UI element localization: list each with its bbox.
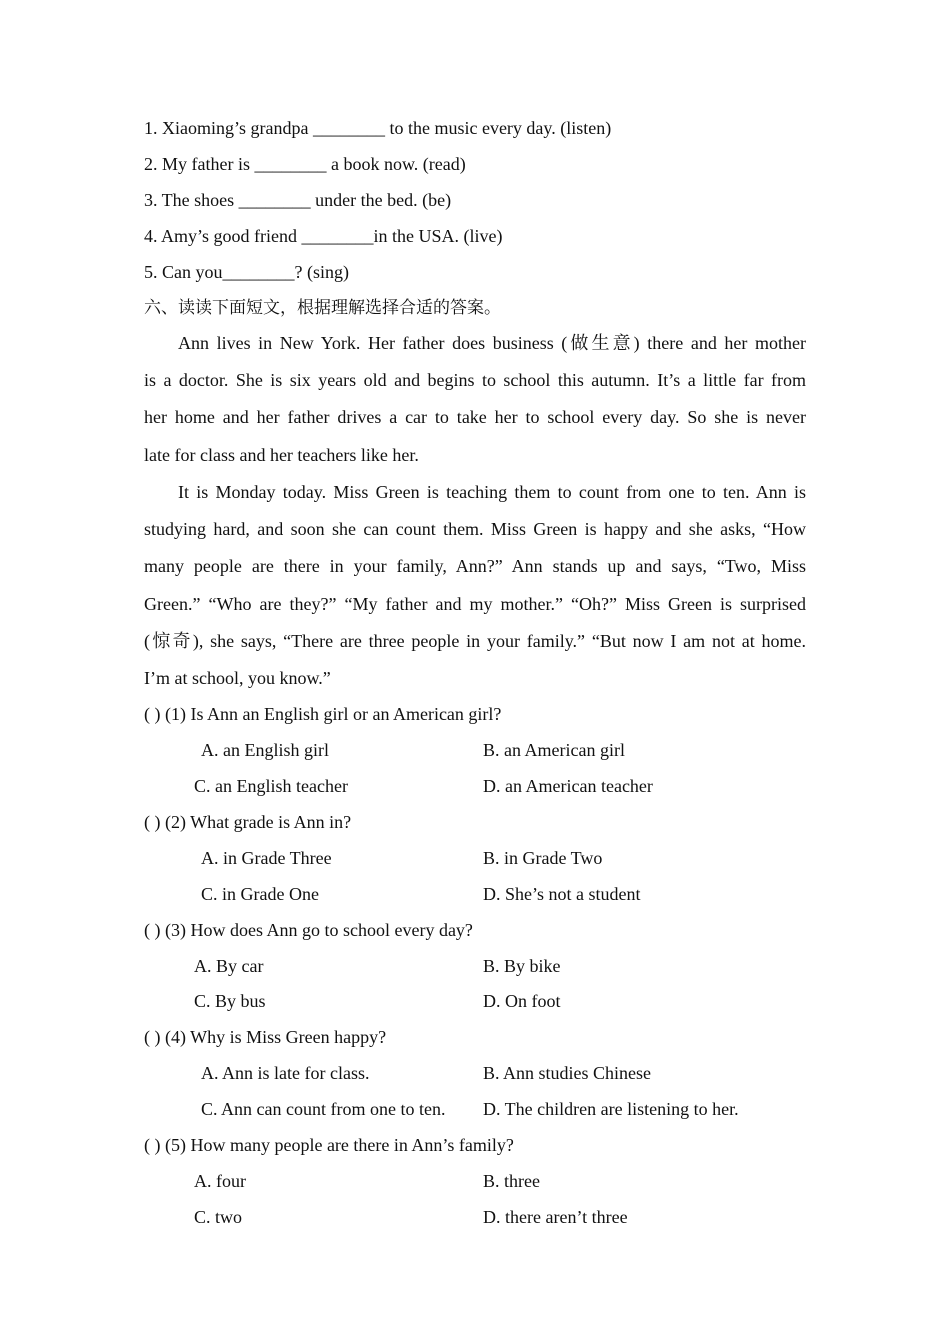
q2-option-b: B. in Grade Two [483,848,603,868]
q2-option-d: D. She’s not a student [483,884,641,904]
fill-in-item-5: 5. Can you________? (sing) [144,262,349,282]
q3-option-c: C. By bus [194,991,266,1011]
question-2: ( ) (2) What grade is Ann in? [144,812,352,832]
question-1: ( ) (1) Is Ann an English girl or an American girl? [144,704,502,724]
q1-option-b: B. an American girl [483,740,625,760]
passage-line: her home and her father drives a car to take her to school every day. So she is never [144,407,806,428]
passage-line: (惊奇), she says, “There are three people in your family.” “But now I am not at home. [144,630,806,651]
q2-option-a: A. in Grade Three [201,848,332,868]
q4-option-d: D. The children are listening to her. [483,1099,739,1119]
q1-option-d: D. an American teacher [483,776,653,796]
passage-line: Ann lives in New York. Her father does business (做生意) there and her mother [178,333,806,353]
section-title: 六、读读下面短文，根据理解选择合适的答案。 [144,298,501,318]
passage-line: I’m at school, you know.” [144,668,331,689]
question-3: ( ) (3) How does Ann go to school every day? [144,920,473,940]
passage-line: studying hard, and soon she can count them. Miss Green is happy and she asks, “How [144,519,806,540]
q5-option-d: D. there aren’t three [483,1207,628,1227]
fill-in-item-3: 3. The shoes ________ under the bed. (be) [144,190,452,210]
q5-option-b: B. three [483,1171,540,1191]
q1-option-a: A. an English girl [201,740,329,760]
question-4: ( ) (4) Why is Miss Green happy? [144,1027,387,1047]
q1-option-c: C. an English teacher [194,776,348,796]
passage-line: It is Monday today. Miss Green is teaching them to count from one to ten. Ann is [178,482,806,502]
q3-option-a: A. By car [194,956,264,976]
q3-option-b: B. By bike [483,956,561,976]
passage-line: late for class and her teachers like her. [144,444,419,465]
q4-option-a: A. Ann is late for class. [201,1063,370,1083]
passage-line: Green.” “Who are they?” “My father and my mother.” “Oh?” Miss Green is surprised [144,593,806,614]
fill-in-item-4: 4. Amy’s good friend ________in the USA. (live) [144,226,503,246]
question-5: ( ) (5) How many people are there in Ann’s family? [144,1135,514,1155]
passage-line: many people are there in your family, Ann?” Ann stands up and says, “Two, Miss [144,556,806,577]
q5-option-c: C. two [194,1207,243,1227]
fill-in-item-1: 1. Xiaoming’s grandpa ________ to the music every day. (listen) [144,118,612,138]
passage-paragraph-2 [144,474,806,697]
passage-line: is a doctor. She is six years old and begins to school this autumn. It’s a little far from [144,370,806,391]
q2-option-c: C. in Grade One [201,884,319,904]
fill-in-item-2: 2. My father is ________ a book now. (read) [144,154,466,174]
q4-option-c: C. Ann can count from one to ten. [201,1099,446,1119]
q4-option-b: B. Ann studies Chinese [483,1063,652,1083]
passage-paragraph-1 [144,325,806,474]
q3-option-d: D. On foot [483,991,561,1011]
q5-option-a: A. four [194,1171,246,1191]
